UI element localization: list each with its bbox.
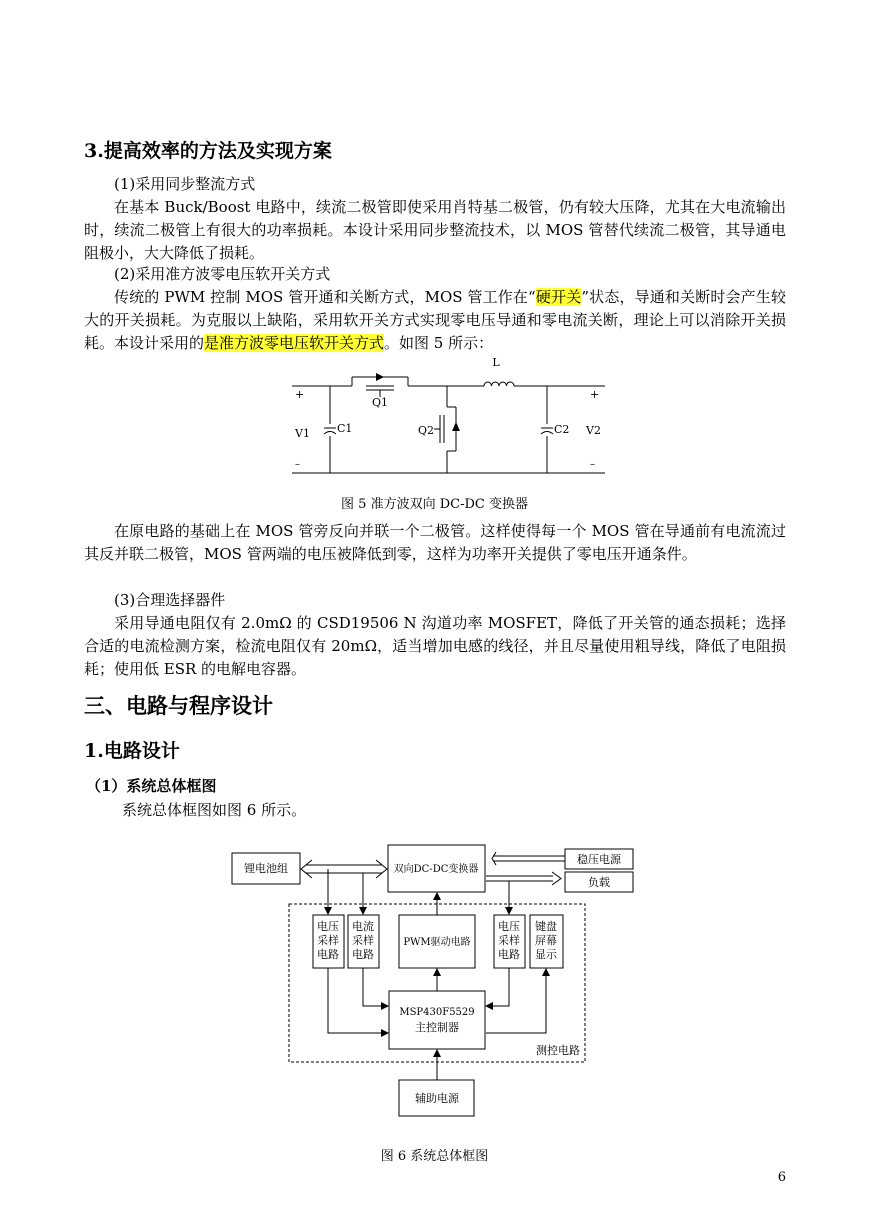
fig5-label-q2: Q2 (418, 424, 435, 437)
chapter-heading-circuit-program: 三、电路与程序设计 (84, 693, 273, 718)
item2-body-part-a: 传统的 PWM 控制 MOS 管开通和关断方式，MOS 管工作在“ (114, 288, 536, 306)
fig6-text-aux-supply: 辅助电源 (415, 1092, 459, 1105)
fig5-minus-left: – (295, 459, 300, 470)
fig5-label-v1: V1 (295, 427, 310, 440)
after-fig5-paragraph: 在原电路的基础上在 MOS 管旁反向并联一个二极管。这样使得每一个 MOS 管在导通前有电流流过其反并联二极管，MOS 管两端的电压被降低到零，这样为功率开关提供了零电压开通条件。 (84, 522, 786, 563)
fig5-label-c2: C2 (554, 423, 570, 436)
fig6-box-mcu (389, 991, 485, 1049)
fig5-plus-left: + (295, 388, 305, 401)
item2-title: (2)采用准方波零电压软开关方式 (114, 265, 331, 283)
highlight-soft-switch: 是准方波零电压软开关方式 (204, 334, 385, 352)
item1-title: (1)采用同步整流方式 (114, 175, 256, 193)
highlight-hard-switch: 硬开关 (535, 288, 582, 306)
page-number: 6 (777, 1170, 786, 1185)
fig6-text-v-sample-right-3: 电路 (498, 948, 520, 961)
fig6-text-v-sample-left-1: 电压 (317, 920, 339, 933)
section-heading-efficiency: 3.提高效率的方法及实现方案 (84, 140, 332, 162)
fig6-caption: 图 6 系统总体框图 (380, 1149, 489, 1164)
fig6-text-mcu-model: MSP430F5529 (399, 1007, 475, 1018)
subheading-circuit-design: 1.电路设计 (84, 740, 180, 762)
fig6-text-i-sample-1: 电流 (352, 920, 374, 933)
fig5-label-c1: C1 (337, 422, 353, 435)
fig5-label-inductor: L (492, 356, 500, 369)
fig6-text-keyboard-1: 键盘 (535, 920, 557, 933)
item2-body-part-b: ”状态，导通和关断时会产生较大的开关损耗。为克服以上缺陷，采用软开关方式实现零电压导通和零电流关断，理论上可以消除开关损耗。本设计采用的 (84, 288, 786, 352)
item3-body: 采用导通电阻仅有 2.0mΩ 的 CSD19506 N 沟道功率 MOSFET，降低了开关管的通态损耗；选择合适的电流检测方案，检流电阻仅有 20mΩ，适当增加电感的线径，并且尽量使用粗导线，降低了电阻损耗；使用低 ESR 的电解电容器。 (84, 614, 786, 678)
fig5-plus-right: + (590, 388, 600, 401)
item3-title: (3)合理选择器件 (114, 591, 226, 609)
fig6-text-v-sample-left-3: 电路 (317, 948, 339, 961)
fig5-label-v2: V2 (586, 424, 601, 437)
fig6-text-pwm-driver: PWM驱动电路 (403, 937, 471, 948)
fig6-text-v-sample-right-2: 采样 (498, 934, 520, 947)
fig6-text-v-sample-left-2: 采样 (317, 934, 339, 947)
fig6-text-converter: 双向DC-DC变换器 (393, 864, 479, 875)
fig6-text-regulated-supply: 稳压电源 (577, 853, 621, 866)
fig6-text-i-sample-3: 电路 (352, 948, 374, 961)
fig6-text-mcu-label: 主控制器 (415, 1021, 459, 1034)
fig5-label-q1: Q1 (372, 396, 389, 409)
item1-body: 在基本 Buck/Boost 电路中，续流二极管即使采用肖特基二极管，仍有较大压降，尤其在大电流输出时，续流二极管上有很大的功率损耗。本设计采用同步整流技术，以 MOS 管替代续流二极管，其导通电阻极小，大大降低了损耗。 (84, 198, 786, 262)
fig6-text-v-sample-right-1: 电压 (498, 920, 520, 933)
fig6-text-keyboard-2: 屏幕 (535, 934, 557, 947)
fig6-text-control-label: 测控电路 (536, 1044, 580, 1057)
fig6-text-battery: 锂电池组 (244, 862, 288, 875)
fig6-text-i-sample-2: 采样 (352, 934, 374, 947)
fig6-text-load: 负载 (588, 876, 610, 889)
fig5-caption: 图 5 准方波双向 DC-DC 变换器 (341, 497, 528, 512)
fig6-text-keyboard-3: 显示 (535, 948, 557, 961)
system-block-intro: 系统总体框图如图 6 所示。 (122, 801, 307, 819)
item2-body-part-c: 。如图 5 所示： (384, 334, 494, 352)
fig5-minus-right: – (590, 459, 595, 470)
subheading-system-block: （1）系统总体框图 (86, 777, 217, 795)
